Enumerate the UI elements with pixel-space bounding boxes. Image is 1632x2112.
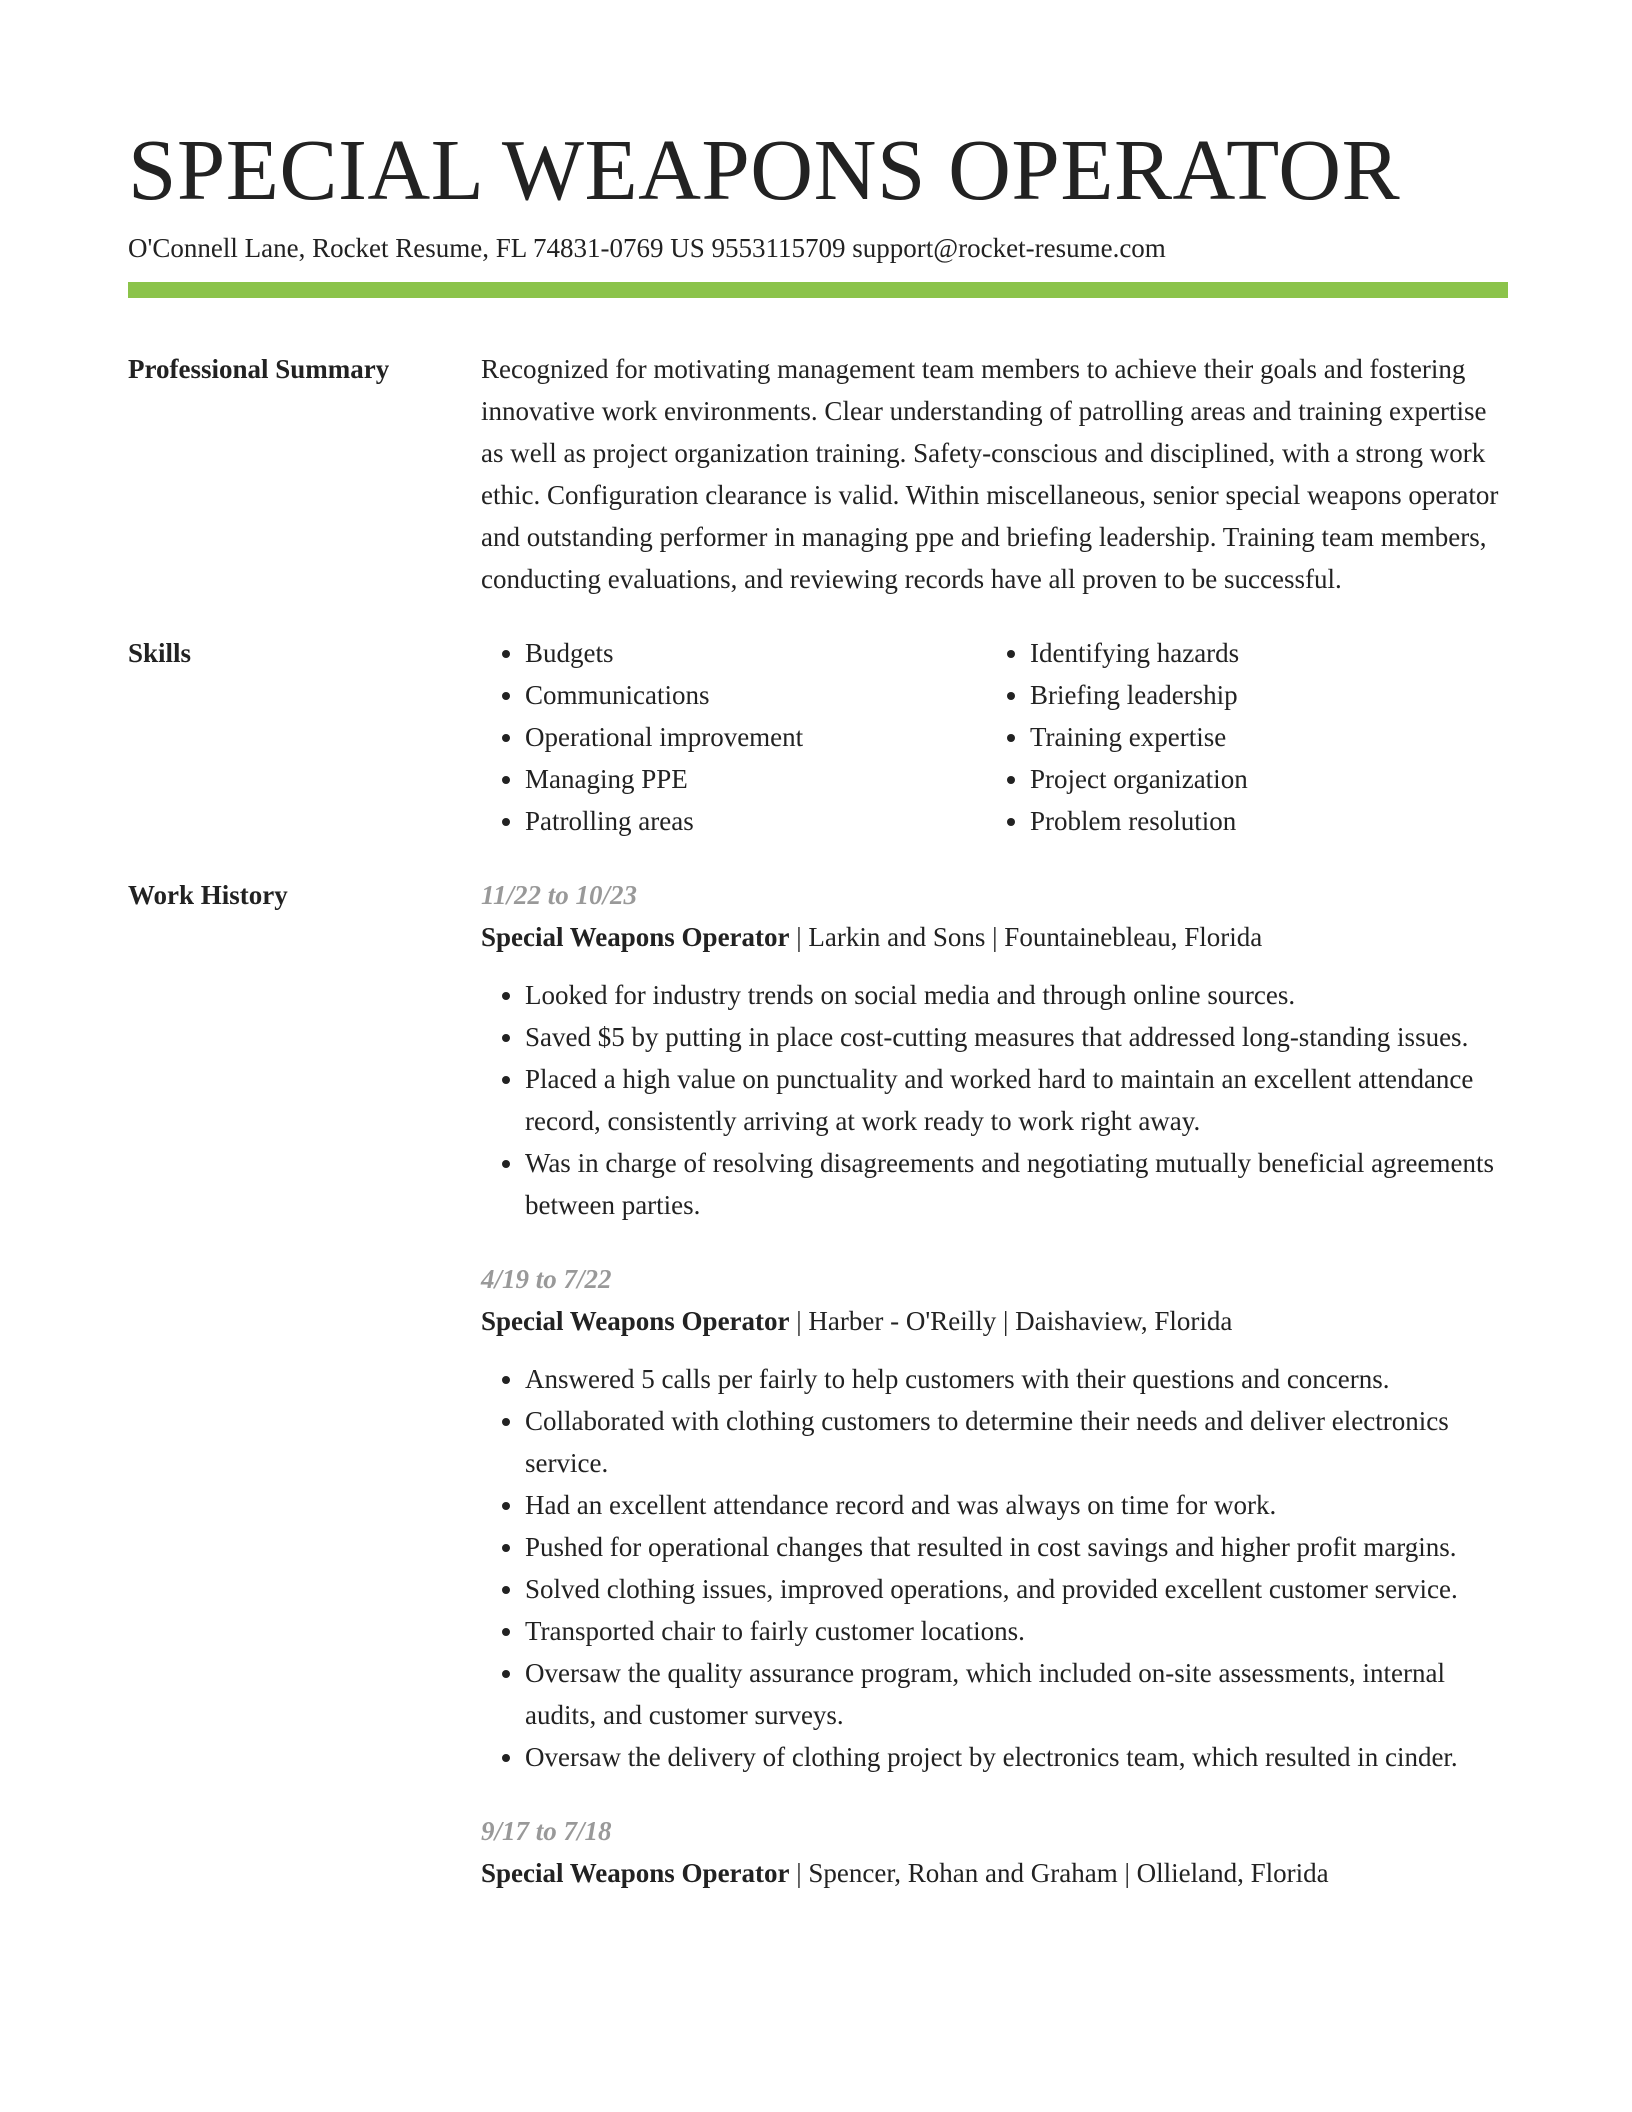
skills-column-1 <box>481 632 986 842</box>
job-bullet: • Was in charge of resolving disagreements and negotiating mutually beneficial agreements between parties. <box>525 1142 1508 1226</box>
job-employer-location: | Larkin and Sons | Fountainebleau, Florida <box>789 922 1263 952</box>
job-bullets <box>481 974 1508 1226</box>
contact-line: O'Connell Lane, Rocket Resume, FL 74831-0769 US 9553115709 support@rocket-resume.com <box>128 233 1166 263</box>
skills-list-1 <box>481 632 986 842</box>
work-history-body <box>481 874 1508 1926</box>
job-bullet: • Transported chair to fairly customer locations. <box>525 1610 1508 1652</box>
skill-item: • Problem resolution <box>1030 800 1491 842</box>
job-bullet: • Collaborated with clothing customers to determine their needs and deliver electronics service. <box>525 1400 1508 1484</box>
job-bullet: • Pushed for operational changes that resulted in cost savings and higher profit margins. <box>525 1526 1508 1568</box>
job-title: Special Weapons Operator <box>481 1858 790 1888</box>
work-history-section <box>128 874 1508 1926</box>
job-bullet: • Had an excellent attendance record and was always on time for work. <box>525 1484 1508 1526</box>
section-label-work-history: Work History <box>128 880 288 910</box>
summary-body <box>481 348 1508 600</box>
job-bullet: • Answered 5 calls per fairly to help customers with their questions and concerns. <box>525 1358 1508 1400</box>
job-bullet: • Placed a high value on punctuality and worked hard to maintain an excellent attendance record, consistently arriving at work ready to work right away. <box>525 1058 1508 1142</box>
job-entry <box>481 874 1508 1226</box>
skill-item: • Budgets <box>525 632 986 674</box>
skill-item: • Briefing leadership <box>1030 674 1491 716</box>
skill-item: • Identifying hazards <box>1030 632 1491 674</box>
job-bullet: • Solved clothing issues, improved operations, and provided excellent customer service. <box>525 1568 1508 1610</box>
skills-section <box>128 632 1508 842</box>
summary-section <box>128 348 1508 600</box>
job-title: Special Weapons Operator <box>481 922 790 952</box>
skills-column-2 <box>986 632 1491 842</box>
job-bullet: • Looked for industry trends on social media and through online sources. <box>525 974 1508 1016</box>
skill-item: • Patrolling areas <box>525 800 986 842</box>
job-bullet: • Oversaw the quality assurance program, which included on-site assessments, internal audits, and customer surveys. <box>525 1652 1508 1736</box>
job-entry <box>481 1258 1508 1778</box>
job-dates: 9/17 to 7/18 <box>481 1816 612 1846</box>
job-bullet: • Oversaw the delivery of clothing project by electronics team, which resulted in cinder. <box>525 1736 1508 1778</box>
skills-list-2 <box>986 632 1491 842</box>
job-bullets <box>481 1358 1508 1778</box>
skill-item: • Project organization <box>1030 758 1491 800</box>
skills-body <box>481 632 1508 842</box>
job-dates: 4/19 to 7/22 <box>481 1264 612 1294</box>
job-dates: 11/22 to 10/23 <box>481 880 638 910</box>
resume-title: SPECIAL WEAPONS OPERATOR <box>128 121 1401 218</box>
summary-text: Recognized for motivating management team members to achieve their goals and fostering innovative work environments. Clear understanding of patrolling areas and training expertise as well as project organization training. Safety-conscious and disciplined, with a strong work ethic. Configuration clearance is valid. Within miscellaneous, senior special weapons operator and outstanding performer in managing ppe and briefing leadership. Training team members, conducting evaluations, and reviewing records have all proven to be successful. <box>481 354 1499 594</box>
job-title: Special Weapons Operator <box>481 1306 790 1336</box>
job-employer-location: | Spencer, Rohan and Graham | Ollieland, Florida <box>789 1858 1329 1888</box>
skill-item: • Communications <box>525 674 986 716</box>
job-entry <box>481 1810 1508 1894</box>
job-heading <box>481 1300 1508 1342</box>
skills-columns <box>481 632 1508 842</box>
resume-page <box>128 120 1508 1926</box>
section-label-skills: Skills <box>128 638 192 668</box>
skill-item: • Operational improvement <box>525 716 986 758</box>
skill-item: • Managing PPE <box>525 758 986 800</box>
job-heading <box>481 916 1508 958</box>
skill-item: • Training expertise <box>1030 716 1491 758</box>
job-bullet: • Saved $5 by putting in place cost-cutting measures that addressed long-standing issues. <box>525 1016 1508 1058</box>
job-heading <box>481 1852 1508 1894</box>
job-employer-location: | Harber - O'Reilly | Daishaview, Florida <box>789 1306 1233 1336</box>
section-label-summary: Professional Summary <box>128 354 390 384</box>
accent-divider <box>128 282 1508 298</box>
